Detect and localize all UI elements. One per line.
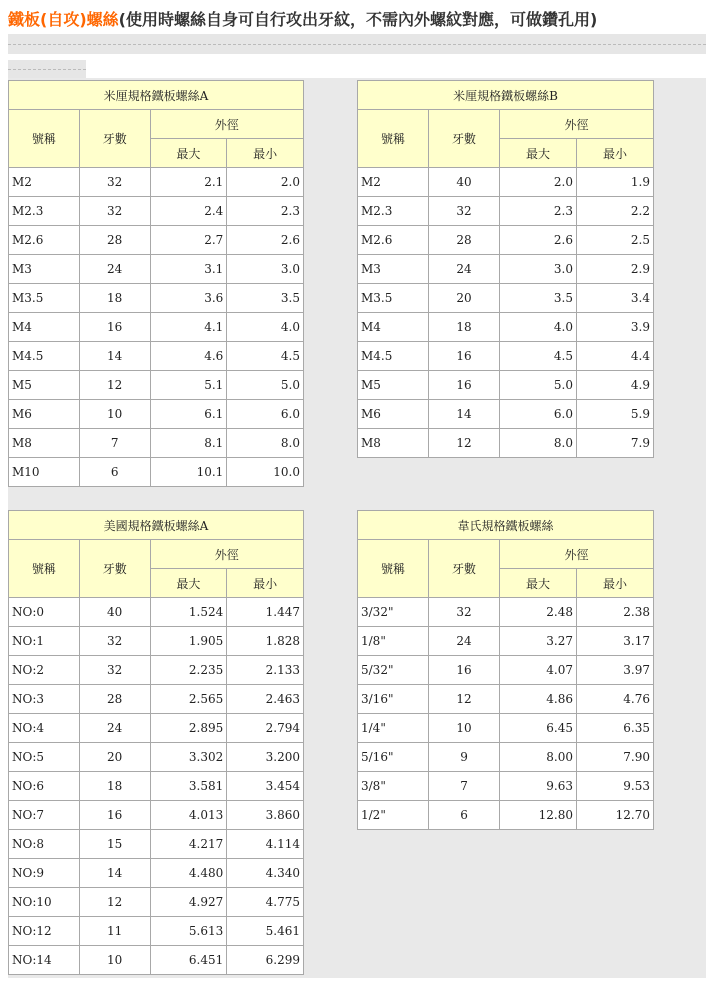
cell-min: 2.3 [227, 197, 304, 226]
table-row [9, 830, 304, 859]
table-row [358, 284, 654, 313]
cell-code: 1/2" [358, 801, 429, 830]
cell-code: M8 [358, 429, 429, 458]
table-row [9, 284, 304, 313]
cell-threads: 20 [79, 743, 150, 772]
header-code: 號稱 [358, 110, 429, 168]
header-max: 最大 [150, 569, 227, 598]
table-row [9, 342, 304, 371]
cell-code: M3 [358, 255, 429, 284]
header-code: 號稱 [9, 110, 80, 168]
table-row [9, 458, 304, 487]
cell-max: 4.1 [150, 313, 227, 342]
cell-min: 1.9 [577, 168, 654, 197]
cell-min: 2.463 [227, 685, 304, 714]
cell-threads: 16 [79, 313, 150, 342]
header-max: 最大 [500, 139, 577, 168]
cell-threads: 32 [79, 197, 150, 226]
header-threads: 牙數 [79, 110, 150, 168]
cell-min: 5.0 [227, 371, 304, 400]
cell-min: 12.70 [577, 801, 654, 830]
table-row [9, 255, 304, 284]
cell-threads: 32 [79, 656, 150, 685]
table-row [9, 598, 304, 627]
cell-max: 12.80 [500, 801, 577, 830]
cell-code: NO:3 [9, 685, 80, 714]
cell-min: 2.794 [227, 714, 304, 743]
cell-threads: 24 [79, 255, 150, 284]
cell-max: 6.0 [500, 400, 577, 429]
cell-min: 5.9 [577, 400, 654, 429]
cell-max: 6.451 [150, 946, 227, 975]
cell-threads: 40 [79, 598, 150, 627]
table-row [9, 888, 304, 917]
cell-max: 6.45 [500, 714, 577, 743]
cell-code: M3.5 [9, 284, 80, 313]
cell-max: 2.1 [150, 168, 227, 197]
cell-max: 4.07 [500, 656, 577, 685]
cell-min: 3.9 [577, 313, 654, 342]
cell-threads: 14 [79, 859, 150, 888]
cell-min: 3.0 [227, 255, 304, 284]
cell-threads: 12 [429, 685, 500, 714]
cell-max: 3.27 [500, 627, 577, 656]
cell-code: 3/8" [358, 772, 429, 801]
cell-code: M4.5 [9, 342, 80, 371]
cell-max: 4.5 [500, 342, 577, 371]
header-code: 號稱 [358, 540, 429, 598]
cell-threads: 24 [79, 714, 150, 743]
cell-max: 3.302 [150, 743, 227, 772]
table-row [9, 429, 304, 458]
cell-threads: 16 [429, 371, 500, 400]
cell-max: 3.5 [500, 284, 577, 313]
cell-threads: 28 [79, 685, 150, 714]
spec-table-american-a [8, 510, 304, 975]
cell-threads: 10 [79, 400, 150, 429]
cell-threads: 6 [79, 458, 150, 487]
table-row [9, 801, 304, 830]
cell-min: 6.299 [227, 946, 304, 975]
cell-max: 2.4 [150, 197, 227, 226]
cell-code: M2.6 [9, 226, 80, 255]
table-row [358, 371, 654, 400]
cell-min: 6.0 [227, 400, 304, 429]
header-min: 最小 [227, 569, 304, 598]
cell-code: M4 [358, 313, 429, 342]
cell-max: 10.1 [150, 458, 227, 487]
separator-band [8, 34, 706, 54]
cell-min: 3.97 [577, 656, 654, 685]
table-caption: 米厘規格鐵板螺絲B [358, 81, 654, 110]
cell-code: NO:6 [9, 772, 80, 801]
cell-code: 3/16" [358, 685, 429, 714]
cell-max: 8.1 [150, 429, 227, 458]
cell-max: 9.63 [500, 772, 577, 801]
table-row [9, 226, 304, 255]
table-row [358, 342, 654, 371]
cell-code: NO:0 [9, 598, 80, 627]
cell-code: NO:14 [9, 946, 80, 975]
cell-min: 9.53 [577, 772, 654, 801]
title-paren: (自攻) [40, 10, 87, 29]
header-threads: 牙數 [429, 110, 500, 168]
cell-threads: 18 [79, 284, 150, 313]
cell-threads: 16 [429, 656, 500, 685]
header-min: 最小 [227, 139, 304, 168]
cell-min: 2.9 [577, 255, 654, 284]
cell-threads: 15 [79, 830, 150, 859]
cell-min: 1.828 [227, 627, 304, 656]
cell-threads: 24 [429, 255, 500, 284]
cell-min: 4.114 [227, 830, 304, 859]
cell-max: 4.6 [150, 342, 227, 371]
cell-max: 2.6 [500, 226, 577, 255]
cell-min: 8.0 [227, 429, 304, 458]
table-row [9, 917, 304, 946]
cell-code: M4 [9, 313, 80, 342]
cell-threads: 20 [429, 284, 500, 313]
table-row [9, 859, 304, 888]
cell-max: 4.86 [500, 685, 577, 714]
table-row [9, 685, 304, 714]
table-row [9, 168, 304, 197]
cell-threads: 10 [429, 714, 500, 743]
table-row [9, 400, 304, 429]
cell-max: 8.0 [500, 429, 577, 458]
cell-min: 10.0 [227, 458, 304, 487]
title-screws: 螺絲 [86, 10, 119, 29]
cell-threads: 32 [429, 197, 500, 226]
table-row [9, 656, 304, 685]
header-outer-diameter: 外徑 [150, 540, 303, 569]
cell-code: M3.5 [358, 284, 429, 313]
table-row [358, 627, 654, 656]
cell-threads: 12 [79, 371, 150, 400]
cell-min: 7.9 [577, 429, 654, 458]
header-code: 號稱 [9, 540, 80, 598]
header-max: 最大 [150, 139, 227, 168]
cell-code: M5 [9, 371, 80, 400]
header-min: 最小 [577, 139, 654, 168]
cell-min: 4.0 [227, 313, 304, 342]
table-row [9, 197, 304, 226]
cell-max: 4.0 [500, 313, 577, 342]
table-caption: 米厘規格鐵板螺絲A [9, 81, 304, 110]
table-row [358, 598, 654, 627]
title-description: (使用時螺絲自身可自行攻出牙紋，不需內外螺紋對應，可做鑽孔用) [118, 10, 598, 29]
cell-max: 1.524 [150, 598, 227, 627]
cell-threads: 14 [79, 342, 150, 371]
cell-threads: 12 [429, 429, 500, 458]
cell-threads: 7 [429, 772, 500, 801]
cell-min: 2.5 [577, 226, 654, 255]
cell-max: 2.895 [150, 714, 227, 743]
cell-max: 4.480 [150, 859, 227, 888]
cell-code: 5/32" [358, 656, 429, 685]
spec-table-whitworth [357, 510, 654, 830]
cell-code: NO:9 [9, 859, 80, 888]
cell-code: 1/8" [358, 627, 429, 656]
cell-min: 2.133 [227, 656, 304, 685]
header-threads: 牙數 [429, 540, 500, 598]
cell-min: 2.6 [227, 226, 304, 255]
cell-code: M6 [9, 400, 80, 429]
table-row [358, 801, 654, 830]
table-row [9, 743, 304, 772]
table-row [9, 313, 304, 342]
cell-threads: 32 [429, 598, 500, 627]
cell-min: 2.38 [577, 598, 654, 627]
table-caption: 韋氏規格鐵板螺絲 [358, 511, 654, 540]
cell-threads: 18 [79, 772, 150, 801]
cell-code: M10 [9, 458, 80, 487]
cell-code: M2.6 [358, 226, 429, 255]
table-row [358, 255, 654, 284]
spec-table-metric-a [8, 80, 304, 487]
table-row [9, 371, 304, 400]
table-row [358, 656, 654, 685]
cell-code: NO:1 [9, 627, 80, 656]
cell-min: 6.35 [577, 714, 654, 743]
cell-threads: 10 [79, 946, 150, 975]
cell-code: M2 [9, 168, 80, 197]
cell-code: NO:4 [9, 714, 80, 743]
cell-code: NO:7 [9, 801, 80, 830]
cell-min: 3.17 [577, 627, 654, 656]
cell-min: 4.775 [227, 888, 304, 917]
header-outer-diameter: 外徑 [150, 110, 303, 139]
table-row [358, 772, 654, 801]
table-row [358, 400, 654, 429]
cell-max: 3.6 [150, 284, 227, 313]
cell-code: M2.3 [9, 197, 80, 226]
cell-code: 5/16" [358, 743, 429, 772]
cell-max: 4.217 [150, 830, 227, 859]
cell-threads: 32 [79, 627, 150, 656]
cell-threads: 28 [429, 226, 500, 255]
table-row [358, 313, 654, 342]
cell-code: M3 [9, 255, 80, 284]
cell-max: 6.1 [150, 400, 227, 429]
table-row [9, 714, 304, 743]
cell-max: 2.3 [500, 197, 577, 226]
cell-code: NO:12 [9, 917, 80, 946]
cell-max: 3.0 [500, 255, 577, 284]
cell-max: 8.00 [500, 743, 577, 772]
cell-code: 3/32" [358, 598, 429, 627]
cell-threads: 40 [429, 168, 500, 197]
table-row [358, 197, 654, 226]
cell-max: 4.013 [150, 801, 227, 830]
cell-max: 3.581 [150, 772, 227, 801]
cell-min: 3.454 [227, 772, 304, 801]
cell-threads: 16 [429, 342, 500, 371]
cell-max: 5.1 [150, 371, 227, 400]
cell-code: 1/4" [358, 714, 429, 743]
cell-min: 4.9 [577, 371, 654, 400]
header-min: 最小 [577, 569, 654, 598]
cell-max: 4.927 [150, 888, 227, 917]
table-row [358, 429, 654, 458]
cell-code: M2 [358, 168, 429, 197]
cell-min: 3.5 [227, 284, 304, 313]
cell-threads: 32 [79, 168, 150, 197]
header-threads: 牙數 [79, 540, 150, 598]
cell-min: 4.76 [577, 685, 654, 714]
title-main: 鐵板 [8, 10, 41, 29]
cell-max: 3.1 [150, 255, 227, 284]
spec-table-metric-b [357, 80, 654, 458]
cell-max: 2.48 [500, 598, 577, 627]
cell-threads: 6 [429, 801, 500, 830]
table-row [9, 627, 304, 656]
cell-min: 5.461 [227, 917, 304, 946]
cell-max: 5.613 [150, 917, 227, 946]
cell-min: 3.200 [227, 743, 304, 772]
cell-max: 2.7 [150, 226, 227, 255]
cell-code: M6 [358, 400, 429, 429]
cell-min: 3.4 [577, 284, 654, 313]
cell-max: 2.0 [500, 168, 577, 197]
table-caption: 美國規格鐵板螺絲A [9, 511, 304, 540]
table-row [358, 714, 654, 743]
header-outer-diameter: 外徑 [500, 540, 654, 569]
cell-code: NO:10 [9, 888, 80, 917]
cell-min: 2.0 [227, 168, 304, 197]
table-row [9, 946, 304, 975]
cell-min: 1.447 [227, 598, 304, 627]
cell-code: M2.3 [358, 197, 429, 226]
cell-min: 3.860 [227, 801, 304, 830]
cell-threads: 24 [429, 627, 500, 656]
cell-threads: 28 [79, 226, 150, 255]
cell-threads: 16 [79, 801, 150, 830]
cell-code: NO:8 [9, 830, 80, 859]
table-row [9, 772, 304, 801]
header-outer-diameter: 外徑 [500, 110, 654, 139]
table-row [358, 685, 654, 714]
cell-code: M5 [358, 371, 429, 400]
cell-min: 2.2 [577, 197, 654, 226]
cell-max: 5.0 [500, 371, 577, 400]
cell-min: 4.5 [227, 342, 304, 371]
cell-threads: 12 [79, 888, 150, 917]
cell-threads: 18 [429, 313, 500, 342]
cell-min: 7.90 [577, 743, 654, 772]
cell-max: 1.905 [150, 627, 227, 656]
cell-code: M8 [9, 429, 80, 458]
cell-threads: 14 [429, 400, 500, 429]
cell-max: 2.565 [150, 685, 227, 714]
cell-min: 4.4 [577, 342, 654, 371]
cell-code: NO:5 [9, 743, 80, 772]
cell-threads: 11 [79, 917, 150, 946]
cell-min: 4.340 [227, 859, 304, 888]
table-row [358, 226, 654, 255]
header-max: 最大 [500, 569, 577, 598]
cell-code: M4.5 [358, 342, 429, 371]
cell-max: 2.235 [150, 656, 227, 685]
page-title [8, 6, 597, 34]
table-row [358, 743, 654, 772]
table-row [358, 168, 654, 197]
separator-band-short [8, 60, 86, 78]
cell-threads: 9 [429, 743, 500, 772]
cell-threads: 7 [79, 429, 150, 458]
cell-code: NO:2 [9, 656, 80, 685]
